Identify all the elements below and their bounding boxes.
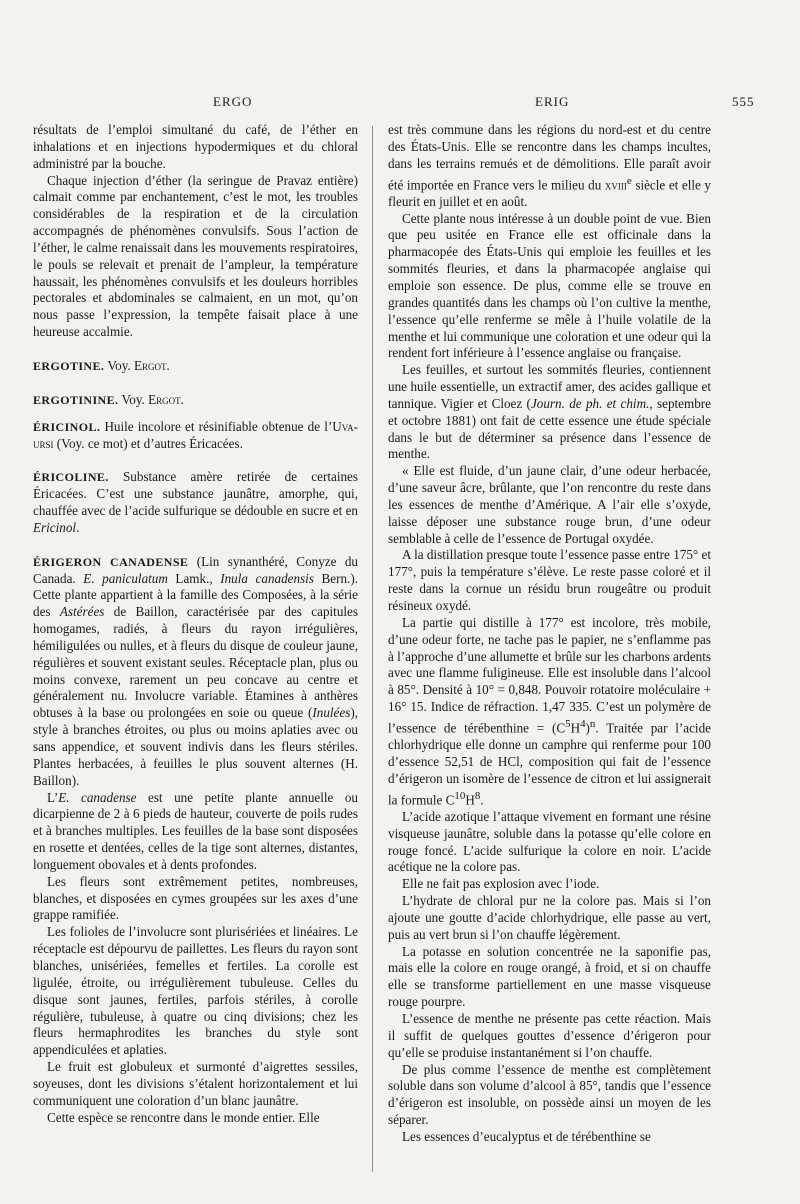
superscript: 10 (454, 789, 466, 802)
superscript: n (589, 717, 596, 730)
text: La partie qui distille à 177° est incolore, très mobile, d’une odeur forte, ne tache pas le papier, ne s’enflamme pas à l’approche d’une allumette et brûle sur les charbons ardents avec une flamme fuligineuse. Elle est insoluble dans l’alcool à 85°. Densité à 10° = 0,848. Pouvoir rotatoire moléculaire + 16° 15. Indice de réfraction. 1,47 335. C’est un polymère de l’essence de térébenthine = (C (388, 614, 711, 736)
entry-ericoline (33, 469, 358, 536)
entry-text: . (180, 391, 184, 407)
entry-text: Huile incolore et résinifiable obtenue de l’ (100, 418, 333, 434)
paragraph (388, 122, 711, 211)
paragraph: Les essences d’eucalyptus et de térébenthine se (402, 1128, 651, 1144)
headword: ERGOTININE. (33, 392, 119, 407)
headword: ÉRICINOL. (33, 419, 101, 434)
entry-ergotine (33, 358, 358, 375)
column-divider (372, 126, 373, 1172)
paragraph: Les fleurs sont extrêmement petites, nombreuses, blanches, et disposées en cymes groupées sur les axes d’une grappe ramifiée. (33, 873, 358, 923)
superscript: 8 (474, 789, 481, 802)
paragraph: Cette plante nous intéresse à un double point de vue. Bien que peu usitée en France elle est officinale dans la pharmacopée des États-Unis qui emploie les feuilles et les sommités fleuries, et dans la pharmacopée anglaise qui emploie son essence. De plus, comme elle se trouve en grandes quantités dans les champs où l’on cultive la menthe, l’essence qu’elle renferme se mêle à l’huile volatile de la menthe et lui communique une coloration et une odeur qui la rendent fort inférieure à l’essence anglaise ou française. (388, 210, 711, 361)
text: Les feuilles, et surtout les sommités fleuries, contiennent une huile essentielle, un extractif amer, des acides gallique et tannique. Vigier et Cloez ( (388, 362, 711, 411)
paragraph: Chaque injection d’éther (la seringue de Pravaz entière) calmait comme par enchantement, c’est le mot, les troubles considérables de la respiration et de la circulation accompagnés de phénomènes convulsifs. Sous l’action de l’éther, le calme renaissait dans les mouvements respiratoires, le pouls se relevait et prenait de l’ampleur, la température haussait, les phénomènes convulsifs et les douleurs horribles pectorales et abdominales se calmaient, en un mot, qu’on nous passe l’expression, la tempête faisait place à une heureuse accalmie. (33, 172, 358, 340)
paragraph: Elle ne fait pas explosion avec l’iode. (402, 876, 600, 892)
superscript: 4 (580, 717, 586, 730)
entry-text: ), style à branches étroites, ou plus ou moins aplaties avec ou sans appendice, et souvent indivis dans les fleurs stériles. Plantes herbacées, à feuilles le plus souvent alternes (H. Baillon). (33, 705, 358, 788)
cross-reference: Ergot (148, 391, 181, 407)
text: . (480, 792, 484, 808)
left-column (33, 122, 358, 1126)
entry-text: (Voy. ce mot) et d’autres Éricacées. (53, 435, 243, 451)
text: H (465, 792, 475, 808)
page-number: 555 (732, 94, 755, 109)
running-head-left: ERGO (213, 94, 253, 109)
paragraph: résultats de l’emploi simultané du café, de l’éther en inhalations et en injections hypodermiques et du chloral administré par la bouche. (33, 122, 358, 171)
entry-text: (Lin synanthéré, Conyze du Canada. (33, 553, 358, 586)
paragraph: La potasse en solution concentrée ne la saponifie pas, mais elle la colore en rouge orangé, à froid, et si on chauffe elle se transforme partiellement en une masse visqueuse rouge pourpre. (388, 943, 711, 1010)
entry-ericinol (33, 419, 358, 453)
text: est une petite plante annuelle ou dicarpienne de 2 à 6 pieds de hauteur, couverte de poils rudes et à branches multiples. Les feuilles de la base sont disposées en rosette et dentées, celles de la tige sont alternes, distantes, longuement obovales et à dents profondes. (33, 789, 358, 872)
paragraph (388, 615, 711, 809)
paragraph: Les folioles de l’involucre sont plurisériées et linéaires. Le réceptacle est dépourvu de paillettes. Les fleurs du rayon sont blanches, unisériées, femelles et fertiles. La corolle est ligulée, étroite, ou irrégulièrement tubuleuse. Celles du disque sont jaunes, fertiles, parfois stériles, à corolle régulière, tubuleuse, à quatre ou cinq divisions; chez les fleurs hermaphrodites les branches du style sont appendiculées et aplaties. (33, 924, 358, 1058)
text: . Traitée par l’acide chlorhydrique elle donne un camphre qui renferme pour 100 d’essence 52,51 de HCl, composition qui fait de l’essence d’érigeron un isomère de l’essence de citron et lui assignerait la formule C (388, 720, 711, 808)
entry-text: . (166, 357, 170, 373)
text: ) (585, 720, 590, 736)
italic-term: Inulées (312, 705, 351, 721)
entry-erigeron-canadense (33, 554, 358, 790)
paragraph (33, 790, 358, 874)
headword: ÉRIGERON CANADENSE (33, 554, 189, 569)
entry-text: Voy. (104, 357, 134, 373)
paragraph: L’hydrate de chloral pur ne la colore pas. Mais si l’on ajoute une goutte d’acide chlorhydrique, elle passe au vert, puis au vert brun si l’on chauffe légèrement. (388, 893, 711, 942)
paragraph (388, 362, 711, 463)
entry-ergotinine (33, 392, 358, 409)
paragraph: De plus comme l’essence de menthe est complètement soluble dans son volume d’alcool à 85°, tandis que l’essence d’érigeron est insoluble, on possède ainsi un moyen de les séparer. (388, 1061, 711, 1128)
entry-text: Voy. (118, 391, 149, 407)
entry-text: de Baillon, caractérisée par des capitules homogames, radiés, à fleurs du rayon irrégulières, hémiligulées ou nulles, et à fleurs du disque de couleur jaune, régulières et souvent existant seules. Réceptacle plan, plus ou moins convexe, rarement un peu concave au centre et généralement nu. Involucre variable. Étamines à anthères obtuses à la base ou prolongées en soie ou queue ( (33, 604, 358, 721)
italic-term: Inula canadensis (220, 570, 314, 586)
text: siècle et elle y fleurit en juillet et en août. (388, 176, 711, 209)
headword: ÉRICOLINE. (33, 470, 109, 485)
headword: ERGOTINE. (33, 358, 105, 373)
cross-reference: Uva-ursi (33, 418, 358, 451)
paragraph: L’acide azotique l’attaque vivement en formant une résine visqueuse jaunâtre, soluble dans la potasse qu’elle colore en rouge foncé. L’acide sulfurique la colore en noir. L’acide acétique ne la colore pas. (388, 808, 711, 875)
italic-citation: Journ. de ph. et chim. (530, 395, 650, 411)
italic-term: E. paniculatum (83, 570, 168, 586)
text: , septembre et octobre 1881) ont fait de cette essence une étude spéciale dans le but de déterminer sa présence dans l’essence de menthe. (388, 395, 711, 462)
right-column (388, 122, 711, 1146)
superscript: e (626, 174, 632, 187)
italic-term: Ericinol (33, 519, 77, 535)
entry-text: Lamk., (167, 570, 221, 586)
entry-text: . (76, 519, 80, 535)
text: L’ (47, 789, 59, 805)
running-head-center: ERIG (535, 94, 570, 109)
entry-text: Bern.). Cette plante appartient à la famille des Composées, à la série des (33, 570, 359, 620)
superscript: 5 (565, 717, 571, 730)
paragraph: Le fruit est globuleux et surmonté d’aigrettes sessiles, soyeuses, dont les divisions s’étalent horizontalement et lui communiquent une coloration d’un blanc jaunâtre. (33, 1059, 358, 1108)
text: H (570, 720, 581, 736)
text: est très commune dans les régions du nord-est et du centre des États-Unis. Elle se rencontre dans les champs incultes, dans les terrains remués et de démolitions. Elle paraît avoir été importée en France vers le milieu du (388, 122, 711, 192)
cross-reference: Ergot (134, 357, 167, 373)
paragraph: « Elle est fluide, d’un jaune clair, d’une odeur herbacée, d’une saveur âcre, brûlante, que l’on rencontre du reste dans les essences de menthe d’Amérique. A l’air elle s’oxyde, laisse déposer une substance rouge brun, d’une odeur semblable à celle de l’essence de Portugal oxydée. (388, 463, 711, 546)
italic-term: E. canadense (58, 789, 137, 805)
paragraph: L’essence de menthe ne présente pas cette réaction. Mais il suffit de quelques gouttes d’essence d’érigeron pour qu’elle se produise instantanément si l’on chauffe. (388, 1011, 711, 1060)
century-numeral: xviii (604, 176, 627, 192)
paragraph: A la distillation presque toute l’essence passe entre 175° et 177°, puis la température s’élève. Le reste passe coloré et il reste dans la cornue un résidu brun rougeâtre ou produit résineux oxydé. (388, 547, 711, 613)
paragraph: Cette espèce se rencontre dans le monde entier. Elle (47, 1109, 320, 1125)
entry-text: Substance amère retirée de certaines Éricacées. C’est une substance jaunâtre, amorphe, qui, chauffée avec de l’acide sulfurique se dédouble en sucre et en (33, 469, 358, 519)
italic-term: Astérées (59, 604, 105, 620)
